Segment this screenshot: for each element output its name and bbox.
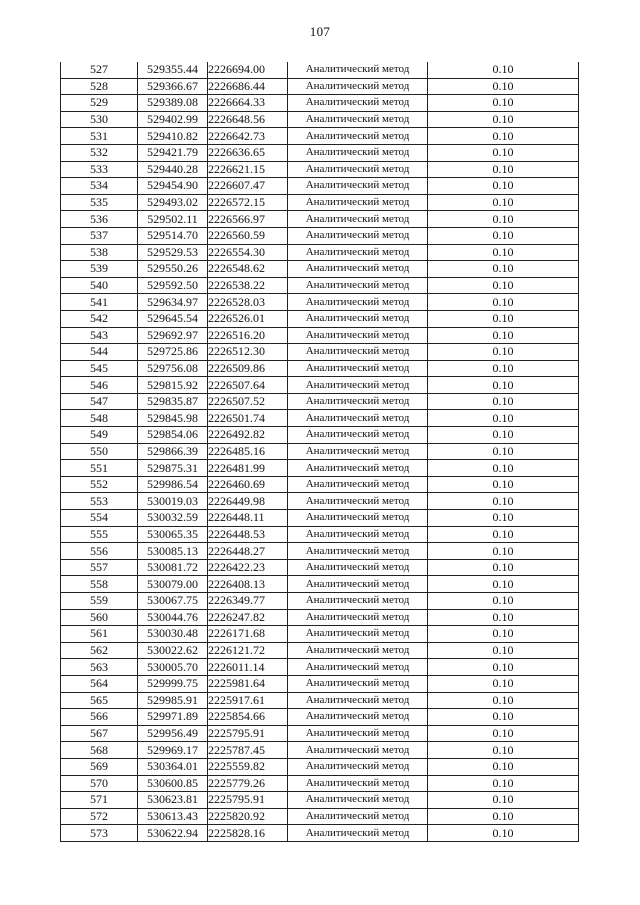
point-number-cell: 544 — [61, 344, 138, 361]
point-number-cell: 549 — [61, 427, 138, 444]
y-coordinate-cell: 2226694.00 — [208, 62, 288, 78]
method-cell: Аналитический метод — [288, 261, 428, 278]
accuracy-cell: 0.10 — [428, 510, 579, 527]
method-cell: Аналитический метод — [288, 808, 428, 825]
table-row — [61, 593, 579, 610]
x-coordinate-cell: 529692.97 — [138, 327, 208, 344]
table-row — [61, 609, 579, 626]
method-cell: Аналитический метод — [288, 62, 428, 78]
accuracy-cell: 0.10 — [428, 659, 579, 676]
y-coordinate-cell: 2226621.15 — [208, 161, 288, 178]
x-coordinate-cell: 530622.94 — [138, 825, 208, 842]
y-coordinate-cell: 2226516.20 — [208, 327, 288, 344]
table-row — [61, 742, 579, 759]
y-coordinate-cell: 2226512.30 — [208, 344, 288, 361]
point-number-cell: 535 — [61, 194, 138, 211]
table-row — [61, 725, 579, 742]
table-row — [61, 825, 579, 842]
accuracy-cell: 0.10 — [428, 476, 579, 493]
y-coordinate-cell: 2226554.30 — [208, 244, 288, 261]
table-row — [61, 410, 579, 427]
y-coordinate-cell: 2225787.45 — [208, 742, 288, 759]
y-coordinate-cell: 2226501.74 — [208, 410, 288, 427]
method-cell: Аналитический метод — [288, 95, 428, 112]
method-cell: Аналитический метод — [288, 526, 428, 543]
x-coordinate-cell: 530600.85 — [138, 775, 208, 792]
point-number-cell: 532 — [61, 144, 138, 161]
coordinates-table-body — [61, 62, 579, 841]
y-coordinate-cell: 2226548.62 — [208, 261, 288, 278]
accuracy-cell: 0.10 — [428, 675, 579, 692]
accuracy-cell: 0.10 — [428, 78, 579, 95]
x-coordinate-cell: 529969.17 — [138, 742, 208, 759]
x-coordinate-cell: 529815.92 — [138, 377, 208, 394]
x-coordinate-cell: 529866.39 — [138, 443, 208, 460]
y-coordinate-cell: 2226349.77 — [208, 593, 288, 610]
x-coordinate-cell: 529402.99 — [138, 111, 208, 128]
x-coordinate-cell: 530079.00 — [138, 576, 208, 593]
table-row — [61, 178, 579, 195]
method-cell: Аналитический метод — [288, 675, 428, 692]
y-coordinate-cell: 2226448.53 — [208, 526, 288, 543]
x-coordinate-cell: 529592.50 — [138, 277, 208, 294]
table-row — [61, 559, 579, 576]
accuracy-cell: 0.10 — [428, 792, 579, 809]
x-coordinate-cell: 530067.75 — [138, 593, 208, 610]
point-number-cell: 560 — [61, 609, 138, 626]
accuracy-cell: 0.10 — [428, 211, 579, 228]
x-coordinate-cell: 530623.81 — [138, 792, 208, 809]
table-row — [61, 659, 579, 676]
method-cell: Аналитический метод — [288, 476, 428, 493]
table-row — [61, 427, 579, 444]
method-cell: Аналитический метод — [288, 178, 428, 195]
x-coordinate-cell: 530613.43 — [138, 808, 208, 825]
x-coordinate-cell: 529971.89 — [138, 709, 208, 726]
point-number-cell: 555 — [61, 526, 138, 543]
y-coordinate-cell: 2225820.92 — [208, 808, 288, 825]
y-coordinate-cell: 2225795.91 — [208, 725, 288, 742]
x-coordinate-cell: 530044.76 — [138, 609, 208, 626]
y-coordinate-cell: 2226636.65 — [208, 144, 288, 161]
point-number-cell: 557 — [61, 559, 138, 576]
table-row — [61, 460, 579, 477]
accuracy-cell: 0.10 — [428, 377, 579, 394]
accuracy-cell: 0.10 — [428, 559, 579, 576]
x-coordinate-cell: 529389.08 — [138, 95, 208, 112]
point-number-cell: 543 — [61, 327, 138, 344]
accuracy-cell: 0.10 — [428, 526, 579, 543]
table-row — [61, 277, 579, 294]
accuracy-cell: 0.10 — [428, 144, 579, 161]
point-number-cell: 568 — [61, 742, 138, 759]
point-number-cell: 567 — [61, 725, 138, 742]
accuracy-cell: 0.10 — [428, 427, 579, 444]
method-cell: Аналитический метод — [288, 609, 428, 626]
method-cell: Аналитический метод — [288, 128, 428, 145]
table-row — [61, 310, 579, 327]
x-coordinate-cell: 529355.44 — [138, 62, 208, 78]
y-coordinate-cell: 2226011.14 — [208, 659, 288, 676]
accuracy-cell: 0.10 — [428, 393, 579, 410]
point-number-cell: 556 — [61, 543, 138, 560]
y-coordinate-cell: 2226509.86 — [208, 360, 288, 377]
method-cell: Аналитический метод — [288, 758, 428, 775]
x-coordinate-cell: 529366.67 — [138, 78, 208, 95]
x-coordinate-cell: 530065.35 — [138, 526, 208, 543]
table-row — [61, 95, 579, 112]
method-cell: Аналитический метод — [288, 78, 428, 95]
accuracy-cell: 0.10 — [428, 178, 579, 195]
method-cell: Аналитический метод — [288, 742, 428, 759]
accuracy-cell: 0.10 — [428, 95, 579, 112]
point-number-cell: 545 — [61, 360, 138, 377]
point-number-cell: 554 — [61, 510, 138, 527]
y-coordinate-cell: 2226485.16 — [208, 443, 288, 460]
y-coordinate-cell: 2225779.26 — [208, 775, 288, 792]
x-coordinate-cell: 530030.48 — [138, 626, 208, 643]
method-cell: Аналитический метод — [288, 543, 428, 560]
y-coordinate-cell: 2226449.98 — [208, 493, 288, 510]
x-coordinate-cell: 529502.11 — [138, 211, 208, 228]
method-cell: Аналитический метод — [288, 393, 428, 410]
accuracy-cell: 0.10 — [428, 758, 579, 775]
accuracy-cell: 0.10 — [428, 808, 579, 825]
accuracy-cell: 0.10 — [428, 642, 579, 659]
point-number-cell: 528 — [61, 78, 138, 95]
point-number-cell: 531 — [61, 128, 138, 145]
point-number-cell: 536 — [61, 211, 138, 228]
point-number-cell: 548 — [61, 410, 138, 427]
table-row — [61, 510, 579, 527]
point-number-cell: 569 — [61, 758, 138, 775]
x-coordinate-cell: 529756.08 — [138, 360, 208, 377]
method-cell: Аналитический метод — [288, 825, 428, 842]
y-coordinate-cell: 2226460.69 — [208, 476, 288, 493]
method-cell: Аналитический метод — [288, 410, 428, 427]
table-row — [61, 493, 579, 510]
x-coordinate-cell: 530022.62 — [138, 642, 208, 659]
point-number-cell: 550 — [61, 443, 138, 460]
point-number-cell: 570 — [61, 775, 138, 792]
method-cell: Аналитический метод — [288, 626, 428, 643]
accuracy-cell: 0.10 — [428, 62, 579, 78]
point-number-cell: 527 — [61, 62, 138, 78]
x-coordinate-cell: 529410.82 — [138, 128, 208, 145]
point-number-cell: 564 — [61, 675, 138, 692]
accuracy-cell: 0.10 — [428, 825, 579, 842]
y-coordinate-cell: 2226642.73 — [208, 128, 288, 145]
accuracy-cell: 0.10 — [428, 327, 579, 344]
method-cell: Аналитический метод — [288, 194, 428, 211]
y-coordinate-cell: 2226528.03 — [208, 294, 288, 311]
table-row — [61, 211, 579, 228]
point-number-cell: 534 — [61, 178, 138, 195]
accuracy-cell: 0.10 — [428, 111, 579, 128]
point-number-cell: 542 — [61, 310, 138, 327]
point-number-cell: 553 — [61, 493, 138, 510]
point-number-cell: 537 — [61, 227, 138, 244]
method-cell: Аналитический метод — [288, 144, 428, 161]
accuracy-cell: 0.10 — [428, 709, 579, 726]
method-cell: Аналитический метод — [288, 559, 428, 576]
accuracy-cell: 0.10 — [428, 294, 579, 311]
accuracy-cell: 0.10 — [428, 344, 579, 361]
x-coordinate-cell: 529986.54 — [138, 476, 208, 493]
accuracy-cell: 0.10 — [428, 725, 579, 742]
table-row — [61, 344, 579, 361]
y-coordinate-cell: 2226448.11 — [208, 510, 288, 527]
method-cell: Аналитический метод — [288, 211, 428, 228]
method-cell: Аналитический метод — [288, 460, 428, 477]
y-coordinate-cell: 2226121.72 — [208, 642, 288, 659]
table-row — [61, 808, 579, 825]
x-coordinate-cell: 530081.72 — [138, 559, 208, 576]
y-coordinate-cell: 2226408.13 — [208, 576, 288, 593]
table-row — [61, 227, 579, 244]
table-row — [61, 360, 579, 377]
point-number-cell: 541 — [61, 294, 138, 311]
method-cell: Аналитический метод — [288, 377, 428, 394]
y-coordinate-cell: 2226664.33 — [208, 95, 288, 112]
y-coordinate-cell: 2226481.99 — [208, 460, 288, 477]
accuracy-cell: 0.10 — [428, 493, 579, 510]
x-coordinate-cell: 529985.91 — [138, 692, 208, 709]
point-number-cell: 572 — [61, 808, 138, 825]
accuracy-cell: 0.10 — [428, 128, 579, 145]
y-coordinate-cell: 2225795.91 — [208, 792, 288, 809]
table-row — [61, 443, 579, 460]
y-coordinate-cell: 2226607.47 — [208, 178, 288, 195]
method-cell: Аналитический метод — [288, 344, 428, 361]
accuracy-cell: 0.10 — [428, 626, 579, 643]
accuracy-cell: 0.10 — [428, 227, 579, 244]
method-cell: Аналитический метод — [288, 443, 428, 460]
table-row — [61, 78, 579, 95]
y-coordinate-cell: 2225828.16 — [208, 825, 288, 842]
accuracy-cell: 0.10 — [428, 161, 579, 178]
table-row — [61, 692, 579, 709]
point-number-cell: 565 — [61, 692, 138, 709]
method-cell: Аналитический метод — [288, 642, 428, 659]
method-cell: Аналитический метод — [288, 510, 428, 527]
y-coordinate-cell: 2226448.27 — [208, 543, 288, 560]
x-coordinate-cell: 529875.31 — [138, 460, 208, 477]
x-coordinate-cell: 529421.79 — [138, 144, 208, 161]
x-coordinate-cell: 529529.53 — [138, 244, 208, 261]
point-number-cell: 573 — [61, 825, 138, 842]
y-coordinate-cell: 2226648.56 — [208, 111, 288, 128]
table-row — [61, 758, 579, 775]
table-row — [61, 775, 579, 792]
table-row — [61, 128, 579, 145]
x-coordinate-cell: 530005.70 — [138, 659, 208, 676]
point-number-cell: 538 — [61, 244, 138, 261]
point-number-cell: 533 — [61, 161, 138, 178]
point-number-cell: 561 — [61, 626, 138, 643]
accuracy-cell: 0.10 — [428, 609, 579, 626]
y-coordinate-cell: 2226686.44 — [208, 78, 288, 95]
y-coordinate-cell: 2225917.61 — [208, 692, 288, 709]
coordinates-table — [60, 62, 579, 842]
accuracy-cell: 0.10 — [428, 593, 579, 610]
page-number: 107 — [309, 24, 331, 39]
point-number-cell: 530 — [61, 111, 138, 128]
table-row — [61, 111, 579, 128]
table-row — [61, 709, 579, 726]
x-coordinate-cell: 529645.54 — [138, 310, 208, 327]
table-row — [61, 161, 579, 178]
x-coordinate-cell: 530085.13 — [138, 543, 208, 560]
point-number-cell: 571 — [61, 792, 138, 809]
method-cell: Аналитический метод — [288, 709, 428, 726]
point-number-cell: 529 — [61, 95, 138, 112]
table-row — [61, 626, 579, 643]
table-row — [61, 261, 579, 278]
method-cell: Аналитический метод — [288, 244, 428, 261]
point-number-cell: 563 — [61, 659, 138, 676]
table-row — [61, 642, 579, 659]
x-coordinate-cell: 530019.03 — [138, 493, 208, 510]
table-row — [61, 543, 579, 560]
accuracy-cell: 0.10 — [428, 775, 579, 792]
x-coordinate-cell: 529514.70 — [138, 227, 208, 244]
x-coordinate-cell: 530364.01 — [138, 758, 208, 775]
method-cell: Аналитический метод — [288, 576, 428, 593]
accuracy-cell: 0.10 — [428, 310, 579, 327]
y-coordinate-cell: 2226538.22 — [208, 277, 288, 294]
method-cell: Аналитический метод — [288, 161, 428, 178]
y-coordinate-cell: 2225559.82 — [208, 758, 288, 775]
method-cell: Аналитический метод — [288, 310, 428, 327]
y-coordinate-cell: 2226560.59 — [208, 227, 288, 244]
x-coordinate-cell: 529845.98 — [138, 410, 208, 427]
table-row — [61, 144, 579, 161]
table-row — [61, 194, 579, 211]
x-coordinate-cell: 529835.87 — [138, 393, 208, 410]
x-coordinate-cell: 529440.28 — [138, 161, 208, 178]
table-row — [61, 675, 579, 692]
x-coordinate-cell: 529454.90 — [138, 178, 208, 195]
x-coordinate-cell: 530032.59 — [138, 510, 208, 527]
accuracy-cell: 0.10 — [428, 692, 579, 709]
table-row — [61, 377, 579, 394]
accuracy-cell: 0.10 — [428, 460, 579, 477]
y-coordinate-cell: 2226566.97 — [208, 211, 288, 228]
point-number-cell: 546 — [61, 377, 138, 394]
accuracy-cell: 0.10 — [428, 194, 579, 211]
x-coordinate-cell: 529634.97 — [138, 294, 208, 311]
point-number-cell: 566 — [61, 709, 138, 726]
method-cell: Аналитический метод — [288, 692, 428, 709]
method-cell: Аналитический метод — [288, 294, 428, 311]
method-cell: Аналитический метод — [288, 111, 428, 128]
y-coordinate-cell: 2226526.01 — [208, 310, 288, 327]
accuracy-cell: 0.10 — [428, 360, 579, 377]
table-row — [61, 62, 579, 78]
y-coordinate-cell: 2226572.15 — [208, 194, 288, 211]
y-coordinate-cell: 2226171.68 — [208, 626, 288, 643]
y-coordinate-cell: 2226492.82 — [208, 427, 288, 444]
point-number-cell: 551 — [61, 460, 138, 477]
accuracy-cell: 0.10 — [428, 261, 579, 278]
y-coordinate-cell: 2226507.52 — [208, 393, 288, 410]
point-number-cell: 558 — [61, 576, 138, 593]
accuracy-cell: 0.10 — [428, 443, 579, 460]
accuracy-cell: 0.10 — [428, 543, 579, 560]
method-cell: Аналитический метод — [288, 360, 428, 377]
method-cell: Аналитический метод — [288, 775, 428, 792]
point-number-cell: 559 — [61, 593, 138, 610]
y-coordinate-cell: 2226507.64 — [208, 377, 288, 394]
method-cell: Аналитический метод — [288, 659, 428, 676]
point-number-cell: 562 — [61, 642, 138, 659]
point-number-cell: 552 — [61, 476, 138, 493]
method-cell: Аналитический метод — [288, 792, 428, 809]
table-row — [61, 792, 579, 809]
x-coordinate-cell: 529854.06 — [138, 427, 208, 444]
method-cell: Аналитический метод — [288, 593, 428, 610]
accuracy-cell: 0.10 — [428, 244, 579, 261]
point-number-cell: 540 — [61, 277, 138, 294]
y-coordinate-cell: 2226422.23 — [208, 559, 288, 576]
method-cell: Аналитический метод — [288, 427, 428, 444]
x-coordinate-cell: 529493.02 — [138, 194, 208, 211]
table-row — [61, 476, 579, 493]
point-number-cell: 539 — [61, 261, 138, 278]
accuracy-cell: 0.10 — [428, 410, 579, 427]
table-row — [61, 576, 579, 593]
table-row — [61, 526, 579, 543]
x-coordinate-cell: 529999.75 — [138, 675, 208, 692]
accuracy-cell: 0.10 — [428, 742, 579, 759]
method-cell: Аналитический метод — [288, 277, 428, 294]
x-coordinate-cell: 529956.49 — [138, 725, 208, 742]
y-coordinate-cell: 2226247.82 — [208, 609, 288, 626]
table-row — [61, 294, 579, 311]
table-row — [61, 393, 579, 410]
table-row — [61, 327, 579, 344]
y-coordinate-cell: 2225854.66 — [208, 709, 288, 726]
method-cell: Аналитический метод — [288, 327, 428, 344]
point-number-cell: 547 — [61, 393, 138, 410]
x-coordinate-cell: 529550.26 — [138, 261, 208, 278]
method-cell: Аналитический метод — [288, 493, 428, 510]
method-cell: Аналитический метод — [288, 227, 428, 244]
y-coordinate-cell: 2225981.64 — [208, 675, 288, 692]
method-cell: Аналитический метод — [288, 725, 428, 742]
accuracy-cell: 0.10 — [428, 576, 579, 593]
x-coordinate-cell: 529725.86 — [138, 344, 208, 361]
table-row — [61, 244, 579, 261]
accuracy-cell: 0.10 — [428, 277, 579, 294]
